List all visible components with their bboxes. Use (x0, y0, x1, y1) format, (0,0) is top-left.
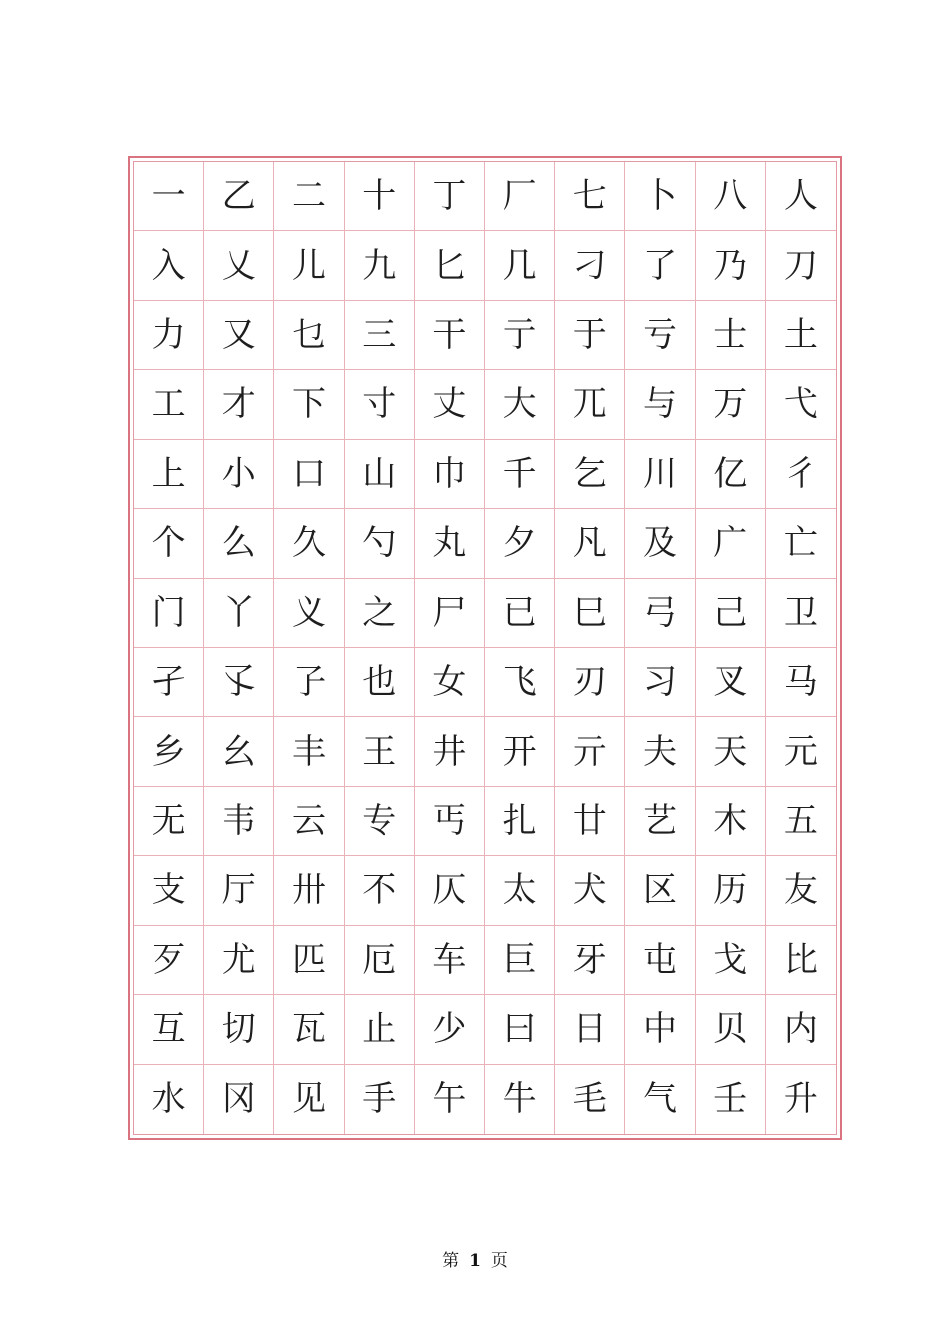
grid-cell: 太 (485, 856, 555, 925)
grid-cell: 艺 (625, 787, 695, 856)
grid-cell: 久 (274, 509, 344, 578)
grid-cell: 厄 (345, 926, 415, 995)
grid-cell: 万 (696, 370, 766, 439)
grid-cell: 不 (345, 856, 415, 925)
grid-cell: 彳 (766, 440, 836, 509)
grid-cell: 丰 (274, 717, 344, 786)
grid-cell: 巳 (555, 579, 625, 648)
grid-cell: 五 (766, 787, 836, 856)
grid-cell: 口 (274, 440, 344, 509)
grid-cell: 之 (345, 579, 415, 648)
grid-cell: 习 (625, 648, 695, 717)
grid-cell: 尤 (204, 926, 274, 995)
grid-cell: 乂 (204, 231, 274, 300)
grid-cell: 工 (134, 370, 204, 439)
grid-cell: 牛 (485, 1065, 555, 1134)
grid-cell: 冈 (204, 1065, 274, 1134)
grid-cell: 才 (204, 370, 274, 439)
grid-cell: 十 (345, 162, 415, 231)
grid-cell: 车 (415, 926, 485, 995)
grid-cell: 女 (415, 648, 485, 717)
grid-cell: 马 (766, 648, 836, 717)
grid-cell: 三 (345, 301, 415, 370)
grid-cell: 勺 (345, 509, 415, 578)
page-number: 1 (469, 1251, 481, 1271)
grid-cell: 么 (204, 509, 274, 578)
grid-cell: 丈 (415, 370, 485, 439)
grid-cell: 刀 (766, 231, 836, 300)
footer-suffix: 页 (490, 1251, 508, 1271)
grid-cell: 八 (696, 162, 766, 231)
grid-cell: 弓 (625, 579, 695, 648)
grid-cell: 韦 (204, 787, 274, 856)
grid-cell: 扎 (485, 787, 555, 856)
grid-cell: 气 (625, 1065, 695, 1134)
grid-cell: 川 (625, 440, 695, 509)
grid-cell: 七 (555, 162, 625, 231)
grid-cell: 土 (766, 301, 836, 370)
grid-cell: 亓 (555, 717, 625, 786)
grid-cell: 巨 (485, 926, 555, 995)
grid-cell: 夫 (625, 717, 695, 786)
grid-cell: 匕 (415, 231, 485, 300)
grid-cell: 叉 (696, 648, 766, 717)
grid-cell: 丁 (415, 162, 485, 231)
grid-cell: 尸 (415, 579, 485, 648)
grid-cell: 比 (766, 926, 836, 995)
grid-cell: 戈 (696, 926, 766, 995)
grid-cell: 毛 (555, 1065, 625, 1134)
grid-cell: 乞 (555, 440, 625, 509)
grid-cell: 中 (625, 995, 695, 1064)
grid-cell: 见 (274, 1065, 344, 1134)
grid-cell: 卫 (766, 579, 836, 648)
grid-cell: 乃 (696, 231, 766, 300)
grid-cell: 止 (345, 995, 415, 1064)
grid-cell: 厂 (485, 162, 555, 231)
grid-cell: 已 (485, 579, 555, 648)
grid-cell: 于 (555, 301, 625, 370)
grid-cell: 牙 (555, 926, 625, 995)
grid-cell: 巾 (415, 440, 485, 509)
grid-cell: 廿 (555, 787, 625, 856)
grid-cell: 厅 (204, 856, 274, 925)
grid-cell: 专 (345, 787, 415, 856)
grid-cell: 了 (625, 231, 695, 300)
grid-cell: 己 (696, 579, 766, 648)
grid-cell: 手 (345, 1065, 415, 1134)
grid-cell: 友 (766, 856, 836, 925)
grid-cell: 王 (345, 717, 415, 786)
grid-cell: 门 (134, 579, 204, 648)
character-grid (133, 161, 837, 1135)
grid-cell: 贝 (696, 995, 766, 1064)
grid-cell: 飞 (485, 648, 555, 717)
grid-cell: 千 (485, 440, 555, 509)
grid-cell: 广 (696, 509, 766, 578)
grid-cell: 云 (274, 787, 344, 856)
grid-cell: 曰 (485, 995, 555, 1064)
grid-cell: 卅 (274, 856, 344, 925)
grid-cell: 匹 (274, 926, 344, 995)
grid-cell: 义 (274, 579, 344, 648)
grid-cell: 仄 (415, 856, 485, 925)
grid-cell: 山 (345, 440, 415, 509)
grid-cell: 兀 (555, 370, 625, 439)
grid-cell: 切 (204, 995, 274, 1064)
grid-cell: 孑 (134, 648, 204, 717)
grid-cell: 士 (696, 301, 766, 370)
grid-cell: 小 (204, 440, 274, 509)
grid-cell: 丸 (415, 509, 485, 578)
grid-cell: 下 (274, 370, 344, 439)
grid-cell: 井 (415, 717, 485, 786)
grid-cell: 乡 (134, 717, 204, 786)
grid-cell: 歹 (134, 926, 204, 995)
grid-cell: 木 (696, 787, 766, 856)
footer-prefix: 第 (442, 1251, 460, 1271)
grid-cell: 刃 (555, 648, 625, 717)
grid-cell: 支 (134, 856, 204, 925)
page-footer (0, 1246, 950, 1271)
grid-cell: 内 (766, 995, 836, 1064)
grid-cell: 孒 (274, 648, 344, 717)
grid-cell: 升 (783, 1079, 818, 1120)
practice-sheet (128, 156, 842, 1140)
grid-cell: 无 (134, 787, 204, 856)
grid-cell: 个 (134, 509, 204, 578)
grid-cell: 一 (134, 162, 204, 231)
grid-cell: 亿 (696, 440, 766, 509)
grid-cell: 凡 (555, 509, 625, 578)
grid-cell: 历 (696, 856, 766, 925)
grid-cell: 入 (134, 231, 204, 300)
grid-cell: 寸 (345, 370, 415, 439)
grid-cell: 夕 (485, 509, 555, 578)
grid-cell: 午 (415, 1065, 485, 1134)
grid-cell: 天 (696, 717, 766, 786)
grid-cell: 幺 (204, 717, 274, 786)
grid-cell: 又 (204, 301, 274, 370)
grid-cell: 上 (134, 440, 204, 509)
grid-cell: 刁 (555, 231, 625, 300)
grid-cell: 亏 (625, 301, 695, 370)
grid-cell: 人 (766, 162, 836, 231)
grid-cell: 壬 (696, 1065, 766, 1134)
grid-cell: 孓 (204, 648, 274, 717)
grid-cell: 也 (345, 648, 415, 717)
grid-cell: 亍 (485, 301, 555, 370)
grid-cell: 元 (766, 717, 836, 786)
grid-cell: 儿 (274, 231, 344, 300)
grid-cell: 开 (485, 717, 555, 786)
grid-cell: 及 (625, 509, 695, 578)
grid-cell: 日 (555, 995, 625, 1064)
grid-cell: 亡 (766, 509, 836, 578)
grid-cell: 卜 (625, 162, 695, 231)
grid-cell: 大 (485, 370, 555, 439)
grid-cell: 水 (134, 1065, 204, 1134)
grid-cell: 与 (625, 370, 695, 439)
grid-cell: 丫 (204, 579, 274, 648)
grid-cell: 瓦 (274, 995, 344, 1064)
grid-cell: 互 (134, 995, 204, 1064)
grid-cell: 屯 (625, 926, 695, 995)
grid-cell: 力 (134, 301, 204, 370)
grid-cell: 弋 (766, 370, 836, 439)
grid-cell: 乙 (204, 162, 274, 231)
grid-cell: 干 (415, 301, 485, 370)
grid-cell: 几 (485, 231, 555, 300)
grid-cell: 丐 (415, 787, 485, 856)
grid-cell: 区 (625, 856, 695, 925)
grid-cell: 犬 (555, 856, 625, 925)
grid-cell: 乜 (274, 301, 344, 370)
grid-cell: 少 (415, 995, 485, 1064)
grid-cell: 二 (274, 162, 344, 231)
grid-cell: 九 (345, 231, 415, 300)
